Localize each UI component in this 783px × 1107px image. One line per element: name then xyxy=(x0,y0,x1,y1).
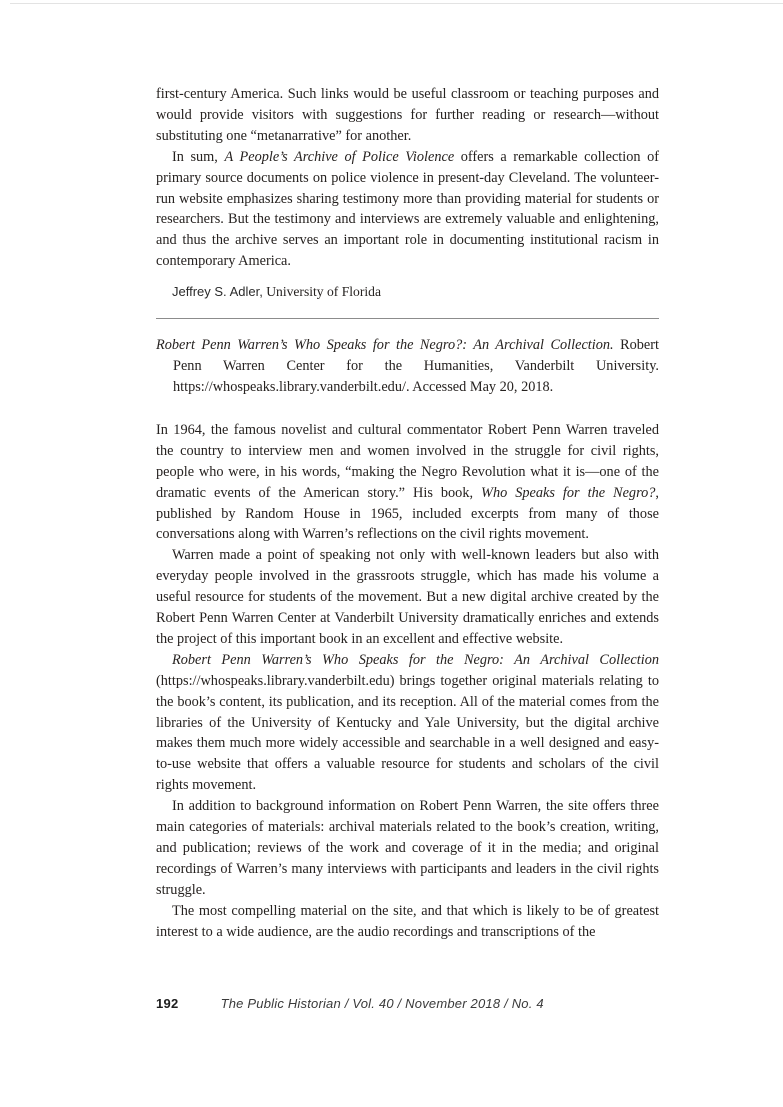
text-segment: In 1964, the famous novelist and cultural commentator Robert Penn Warren traveled the country to interview men and women involved in the struggle for civil rights, people who were, in his words, “making the Negro Revolution what it is—one of the dramatic events of the American story.” His book, xyxy=(156,421,659,501)
page-number: 192 xyxy=(156,996,179,1011)
paragraph xyxy=(156,147,659,272)
italic-text-segment: A People’s Archive of Police Violence xyxy=(224,148,455,165)
paragraph xyxy=(156,650,659,796)
reviewer-name: Jeffrey S. Adler, xyxy=(172,284,263,300)
paragraph xyxy=(156,901,659,943)
text-segment: The most compelling material on the site, and that which is likely to be of greatest interest to a wide audience, are the audio recordings and transcriptions of the xyxy=(156,902,659,940)
previous-review-conclusion xyxy=(156,84,659,272)
page-text-column xyxy=(156,84,659,943)
text-segment: Warren made a point of speaking not only with well-known leaders but also with everyday people involved in the grassroots struggle, which has made his volume a useful resource for students of the movement. But a new digital archive created by the Robert Penn Warren Center at Vanderbilt University dramatically enriches and extends the project of this important book in an excellent and effective website. xyxy=(156,547,659,647)
italic-text-segment: Who Speaks for the Negro? xyxy=(481,484,656,501)
paragraph xyxy=(156,420,659,545)
paragraph xyxy=(156,545,659,650)
text-segment: offers a remarkable collection of primary source documents on police violence in present-day Cleveland. The volunteer-run website emphasizes sharing testimony more than providing material for students or researchers. But the testimony and interviews are extremely valuable and enlightening, and thus the archive serves an important role in documenting institutional racism in contemporary America. xyxy=(156,148,660,270)
text-segment: (https://whospeaks.library.vanderbilt.edu) brings together original materials relating to the book’s content, its publication, and its reception. All of the material comes from the libraries of the University of Kentucky and Yale University, but the digital archive makes them much more widely accessible and searchable in a well designed and easy-to-use website that offers a valuable resource for students and scholars of the civil rights movement. xyxy=(156,672,659,794)
paragraph xyxy=(156,84,659,147)
text-segment: In sum, xyxy=(172,148,225,165)
review-body-text xyxy=(156,420,659,943)
reviewer-attribution xyxy=(156,282,659,301)
text-segment: , published by Random House in 1965, included excerpts from many of those conversations along with Warren’s reflections on the civil rights movement. xyxy=(156,484,659,543)
review-citation xyxy=(156,335,659,398)
page-top-edge-line xyxy=(10,3,783,4)
text-segment: In addition to background information on Robert Penn Warren, the site offers three main categories of materials: archival materials related to the book’s creation, writing, and publication; reviews of the work and coverage of it in the media; and original recordings of Warren’s many interviews with participants and leaders in the civil rights struggle. xyxy=(156,798,659,898)
journal-volume-line: The Public Historian / Vol. 40 / November 2018 / No. 4 xyxy=(220,996,544,1011)
reviewer-affiliation: University of Florida xyxy=(262,284,381,300)
citation-work-title: Robert Penn Warren’s Who Speaks for the Negro?: An Archival Collection. xyxy=(156,337,614,354)
citation-publication-details: Robert Penn Warren Center for the Humanities, Vanderbilt University. https://whospeaks.library.vanderbilt.edu/. Accessed May 20, 2018. xyxy=(173,337,659,395)
paragraph xyxy=(156,796,659,901)
section-divider-rule xyxy=(156,318,659,319)
text-segment: first-century America. Such links would be useful classroom or teaching purposes and would provide visitors with suggestions for further reading or research—without substituting one “metanarrative” for another. xyxy=(156,86,659,144)
italic-text-segment: Robert Penn Warren’s Who Speaks for the Negro: An Archival Collection xyxy=(172,651,659,668)
page-footer xyxy=(156,996,659,1011)
